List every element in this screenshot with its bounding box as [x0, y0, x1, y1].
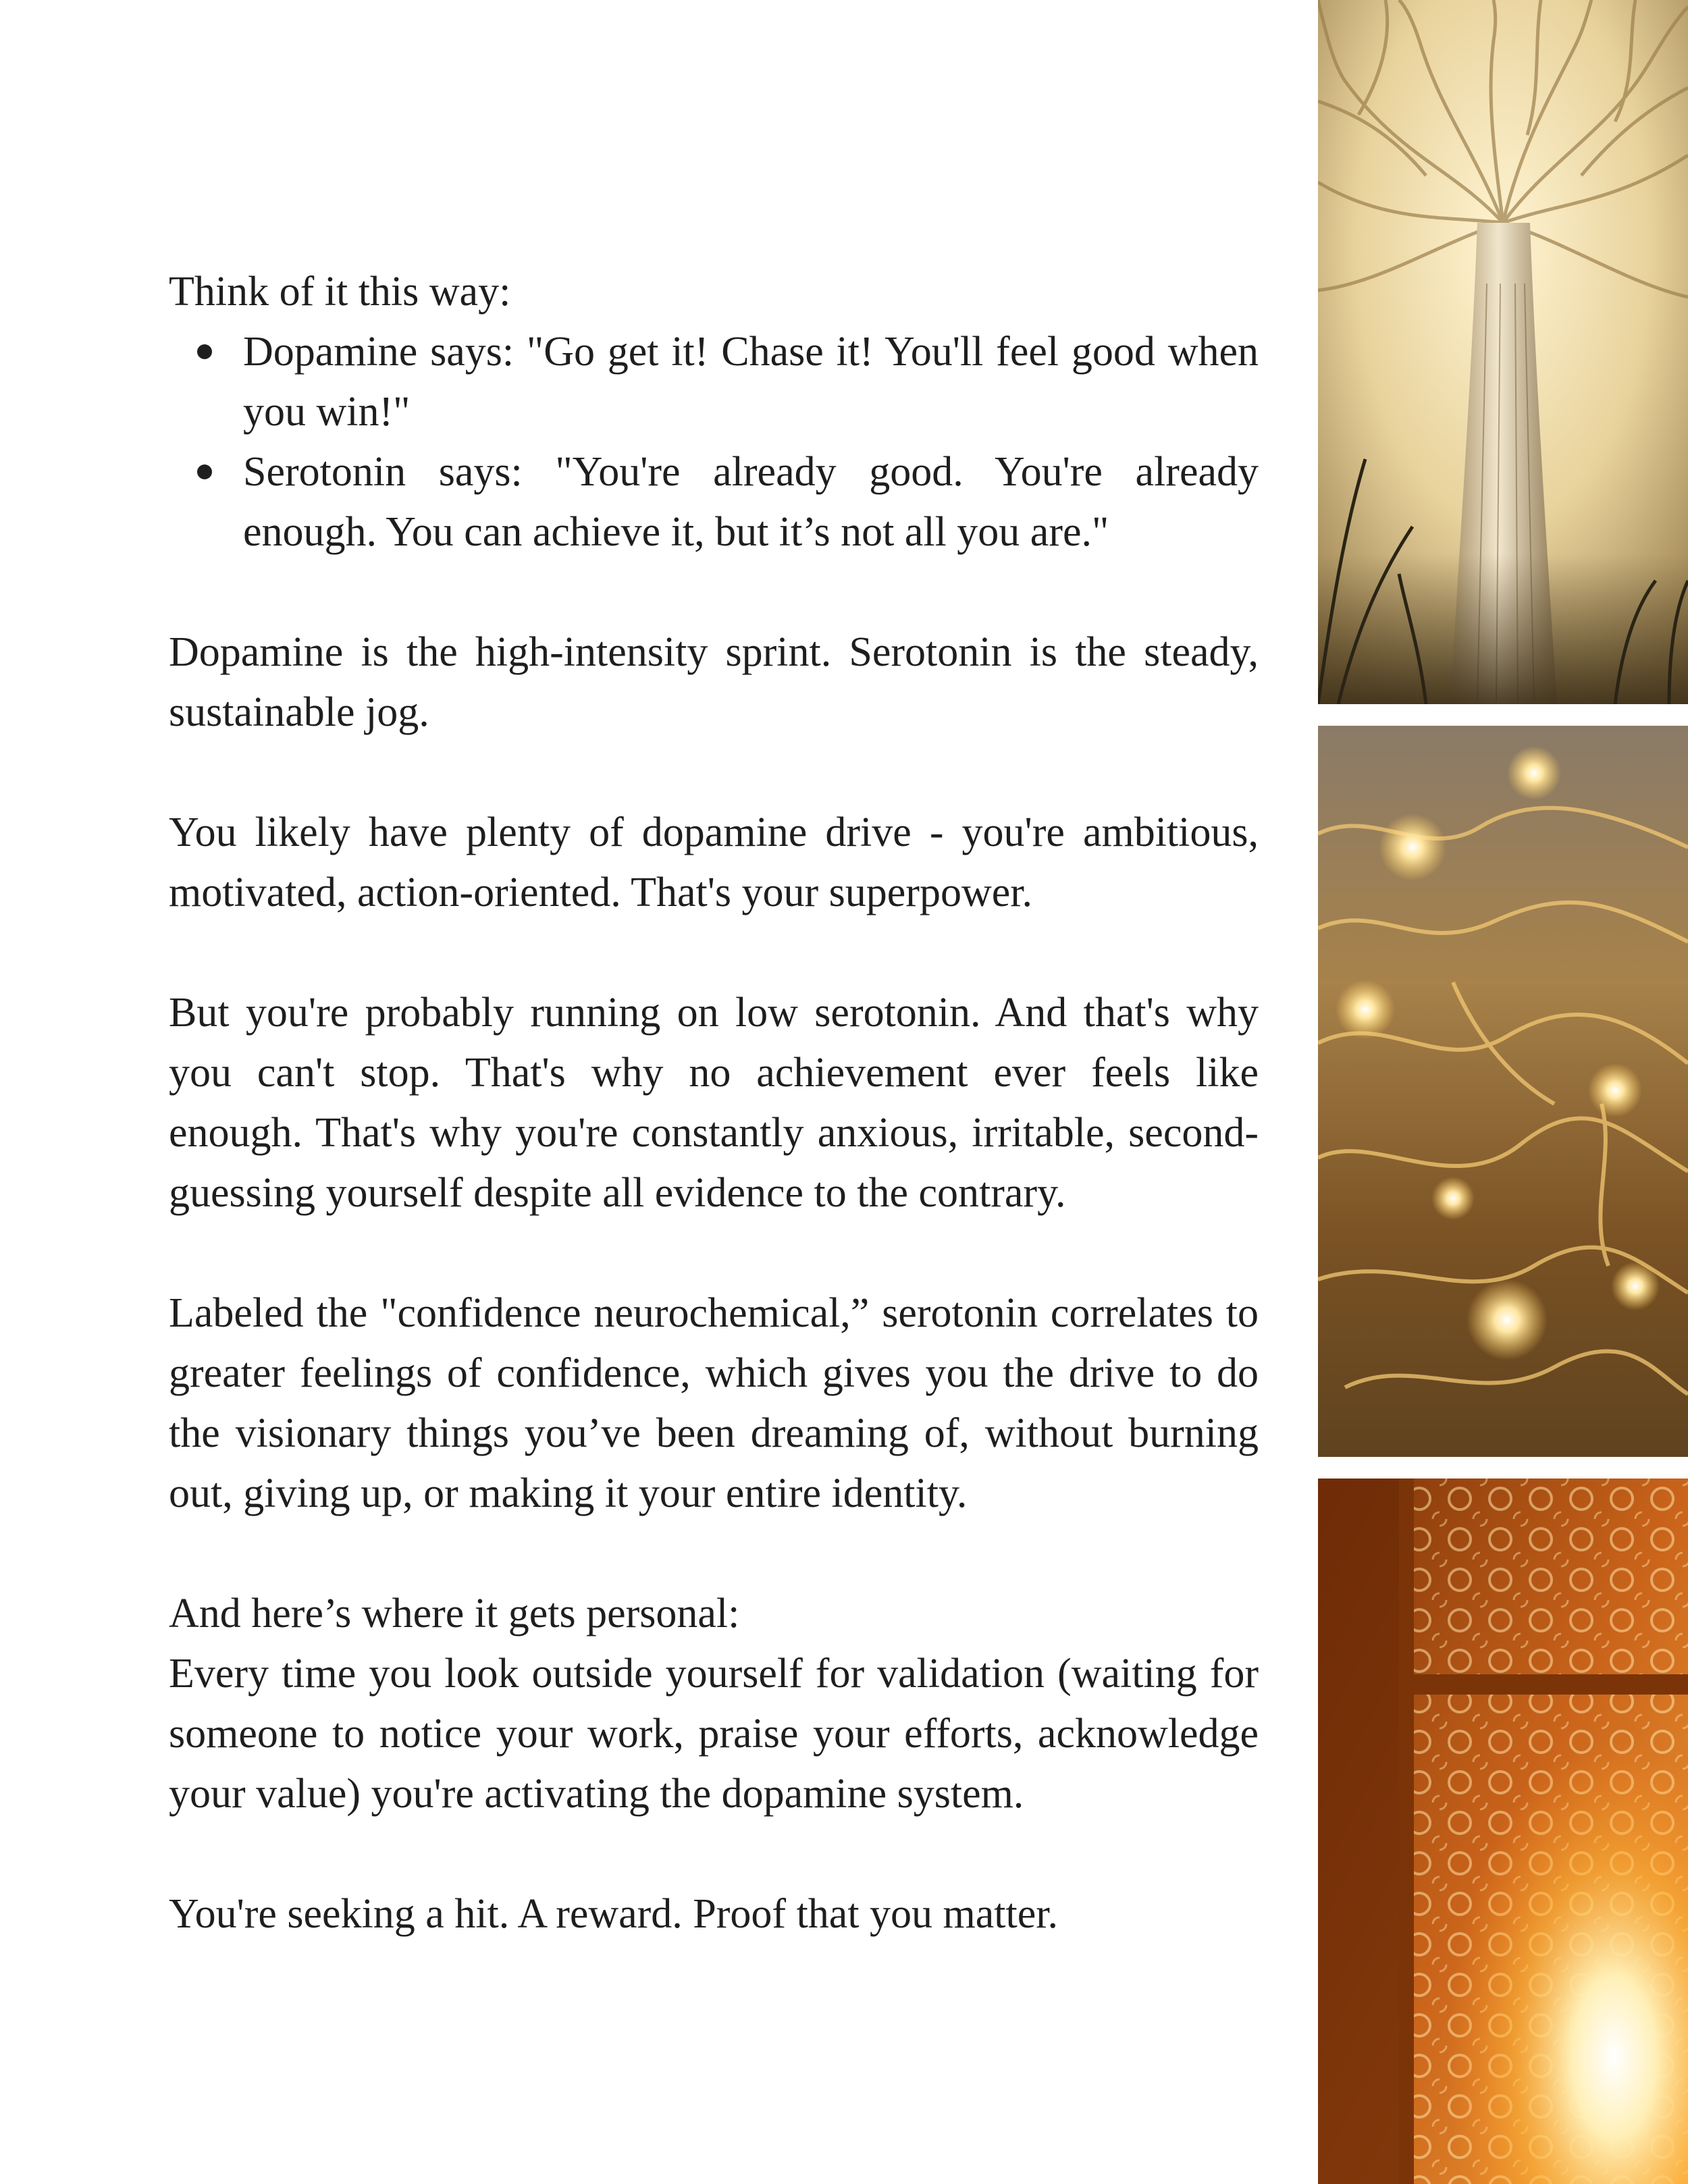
paragraph-confidence: Labeled the "confidence neurochemical,” serotonin correlates to greater feelings of confidence, which gives you the drive to do the visionary things you’ve been dreaming of, without burning out, giving up, or making it your entire identity. — [169, 1290, 1259, 1516]
list-item-dopamine: Dopamine says: "Go get it! Chase it! You'll feel good when you win!" — [243, 322, 1259, 442]
lace-window-photo — [1318, 1479, 1688, 2184]
paragraph-validation: Every time you look outside yourself for validation (waiting for someone to notice your work, praise your efforts, acknowledge your value) you're activating the dopamine system. — [169, 1651, 1259, 1817]
gold-water-photo — [1318, 726, 1688, 1457]
intro-line: Think of it this way: — [169, 269, 511, 315]
personal-heading: And here’s where it gets personal: — [169, 1591, 740, 1636]
paragraph-low-serotonin: But you're probably running on low serotonin. And that's why you can't stop. That's why no achievement ever feels like enough. That's why you're constantly anxious, irritable, second-guessing yourself despite all evidence to the contrary. — [169, 990, 1259, 1216]
paragraph-dopamine-drive: You likely have plenty of dopamine drive - you're ambitious, motivated, action-oriented. That's your superpower. — [169, 809, 1259, 915]
paragraph-sprint: Dopamine is the high-intensity sprint. Serotonin is the steady, sustainable jog. — [169, 629, 1259, 735]
mushroom-photo — [1318, 0, 1688, 704]
closing-line: You're seeking a hit. A reward. Proof that you matter. — [169, 1891, 1058, 1937]
article-body — [169, 262, 1259, 1944]
comparison-list — [169, 322, 1259, 562]
list-item-serotonin: Serotonin says: "You're already good. You're already enough. You can achieve it, but it’s not all you are." — [243, 442, 1259, 562]
